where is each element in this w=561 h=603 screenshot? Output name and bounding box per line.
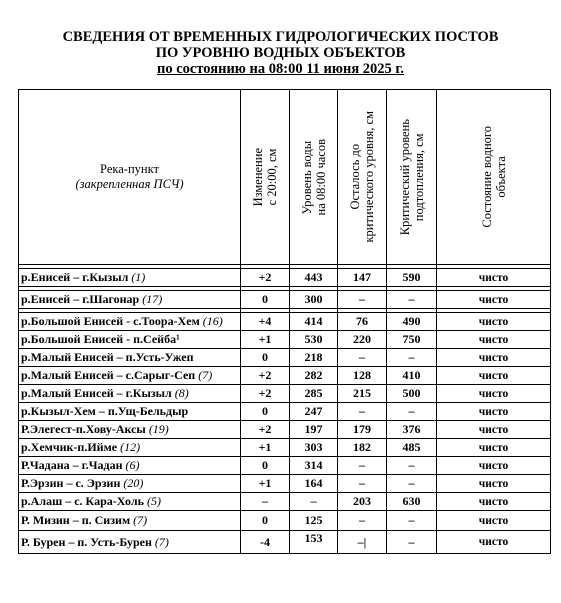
change-cell: 0 <box>241 349 290 367</box>
river-point-cell: Р.Эрзин – с. Эрзин (20) <box>19 475 241 493</box>
level-cell: 282 <box>290 367 338 385</box>
change-cell: +2 <box>241 385 290 403</box>
hydrology-table <box>18 89 551 554</box>
left-cell: 128 <box>338 367 387 385</box>
crit-cell: 485 <box>387 439 437 457</box>
left-cell: 215 <box>338 385 387 403</box>
header-left-line2: критического уровня, см <box>362 111 376 243</box>
header-change-line1: Изменение <box>251 147 265 207</box>
river-point-cell: р.Малый Енисей – г.Кызыл (8) <box>19 385 241 403</box>
table-row <box>19 421 551 439</box>
state-cell: чисто <box>437 493 551 511</box>
state-cell: чисто <box>437 367 551 385</box>
level-cell: 125 <box>290 511 338 531</box>
header-river <box>19 90 241 265</box>
left-cell: – <box>338 291 387 309</box>
crit-cell: – <box>387 403 437 421</box>
state-cell: чисто <box>437 439 551 457</box>
state-cell: чисто <box>437 511 551 531</box>
table-row <box>19 367 551 385</box>
crit-cell: 590 <box>387 269 437 287</box>
left-cell: – <box>338 403 387 421</box>
crit-cell: 490 <box>387 313 437 331</box>
document-title-line1: СВЕДЕНИЯ ОТ ВРЕМЕННЫХ ГИДРОЛОГИЧЕСКИХ ПОСТОВ <box>62 29 499 45</box>
river-point-cell: Р. Мизин – п. Сизим (7) <box>19 511 241 531</box>
river-point-cell: р.Енисей – г.Кызыл (1) <box>19 269 241 287</box>
change-cell: +1 <box>241 439 290 457</box>
change-cell: 0 <box>241 457 290 475</box>
river-point-cell: р.Енисей – г.Шагонар (17) <box>19 291 241 309</box>
left-cell: – <box>338 457 387 475</box>
table-row <box>19 269 551 287</box>
change-cell: +1 <box>241 475 290 493</box>
header-crit-line1: Критический уровень <box>397 118 412 236</box>
header-level-line1: Уровень воды <box>299 140 314 214</box>
river-point-cell: р.Малый Енисей – п.Усть-Ужеп <box>19 349 241 367</box>
left-cell: 179 <box>338 421 387 439</box>
change-cell: +2 <box>241 367 290 385</box>
river-point-cell: р.Кызыл-Хем – п.Ущ-Бельдыр <box>19 403 241 421</box>
change-cell: – <box>241 493 290 511</box>
level-cell: 247 <box>290 403 338 421</box>
level-cell: 197 <box>290 421 338 439</box>
change-cell: +2 <box>241 421 290 439</box>
header-state-line2: объекта <box>493 156 508 198</box>
left-cell: 182 <box>338 439 387 457</box>
level-cell: 414 <box>290 313 338 331</box>
river-point-cell: Р.Чадана – г.Чадан (6) <box>19 457 241 475</box>
level-cell: 314 <box>290 457 338 475</box>
header-change-line2: с 20:00, см <box>265 148 279 206</box>
level-cell: 530 <box>290 331 338 349</box>
crit-cell: – <box>387 511 437 531</box>
left-cell: – <box>338 475 387 493</box>
change-cell: 0 <box>241 511 290 531</box>
level-cell: 153 <box>290 531 338 554</box>
river-point-cell: р.Алаш – с. Кара-Холь (5) <box>19 493 241 511</box>
left-cell: 220 <box>338 331 387 349</box>
river-point-cell: р.Большой Енисей - с.Тоора-Хем (16) <box>19 313 241 331</box>
crit-cell: 410 <box>387 367 437 385</box>
left-cell: 76 <box>338 313 387 331</box>
table-row <box>19 403 551 421</box>
state-cell: чисто <box>437 291 551 309</box>
table-header-row <box>19 90 551 265</box>
table-row <box>19 493 551 511</box>
left-cell: – <box>338 349 387 367</box>
river-point-cell: р.Малый Енисей – с.Сарыг-Сеп (7) <box>19 367 241 385</box>
level-cell: 300 <box>290 291 338 309</box>
table-row <box>19 531 551 554</box>
crit-cell: 630 <box>387 493 437 511</box>
level-cell: 303 <box>290 439 338 457</box>
left-cell: –| <box>338 531 387 554</box>
header-level <box>290 90 338 265</box>
state-cell: чисто <box>437 475 551 493</box>
level-cell: – <box>290 493 338 511</box>
state-cell: чисто <box>437 421 551 439</box>
crit-cell: 500 <box>387 385 437 403</box>
header-left <box>338 90 387 265</box>
river-point-cell: р.Большой Енисей - п.Сейба¹ <box>19 331 241 349</box>
table-row <box>19 385 551 403</box>
header-change <box>241 90 290 265</box>
document-date-line: по состоянию на 08:00 11 июня 2025 г. <box>157 61 404 77</box>
change-cell: +2 <box>241 269 290 287</box>
header-crit <box>387 90 437 265</box>
change-cell: -4 <box>241 531 290 554</box>
crit-cell: 376 <box>387 421 437 439</box>
table-row <box>19 291 551 309</box>
header-level-line2: на 08:00 часов <box>313 138 328 216</box>
state-cell: чисто <box>437 331 551 349</box>
crit-cell: – <box>387 457 437 475</box>
document-title-line2: ПО УРОВНЮ ВОДНЫХ ОБЪЕКТОВ <box>155 45 406 61</box>
table-row <box>19 439 551 457</box>
change-cell: 0 <box>241 403 290 421</box>
header-crit-line2: подтопления, см <box>411 133 426 221</box>
crit-cell: – <box>387 475 437 493</box>
left-cell: – <box>338 511 387 531</box>
river-point-cell: Р.Элегест-п.Хову-Аксы (19) <box>19 421 241 439</box>
table-row <box>19 331 551 349</box>
river-point-cell: Р. Бурен – п. Усть-Бурен (7) <box>19 531 241 554</box>
state-cell: чисто <box>437 313 551 331</box>
state-cell: чисто <box>437 457 551 475</box>
table-row <box>19 349 551 367</box>
table-row <box>19 511 551 531</box>
level-cell: 443 <box>290 269 338 287</box>
level-cell: 218 <box>290 349 338 367</box>
crit-cell: – <box>387 531 437 554</box>
level-cell: 285 <box>290 385 338 403</box>
table-row <box>19 475 551 493</box>
level-cell: 164 <box>290 475 338 493</box>
header-state-line1: Состояние водного <box>479 126 494 228</box>
change-cell: +1 <box>241 331 290 349</box>
table-row <box>19 457 551 475</box>
change-cell: 0 <box>241 291 290 309</box>
state-cell: чисто <box>437 531 551 554</box>
header-left-line1: Осталось до <box>348 144 362 210</box>
state-cell: чисто <box>437 385 551 403</box>
state-cell: чисто <box>437 349 551 367</box>
left-cell: 203 <box>338 493 387 511</box>
crit-cell: – <box>387 349 437 367</box>
left-cell: 147 <box>338 269 387 287</box>
state-cell: чисто <box>437 269 551 287</box>
header-state <box>437 90 551 265</box>
header-river-sub: (закрепленная ПСЧ) <box>75 177 184 191</box>
state-cell: чисто <box>437 403 551 421</box>
crit-cell: – <box>387 291 437 309</box>
header-river-label: Река-пункт <box>100 162 159 176</box>
river-point-cell: р.Хемчик-п.Ийме (12) <box>19 439 241 457</box>
table-row <box>19 313 551 331</box>
crit-cell: 750 <box>387 331 437 349</box>
change-cell: +4 <box>241 313 290 331</box>
